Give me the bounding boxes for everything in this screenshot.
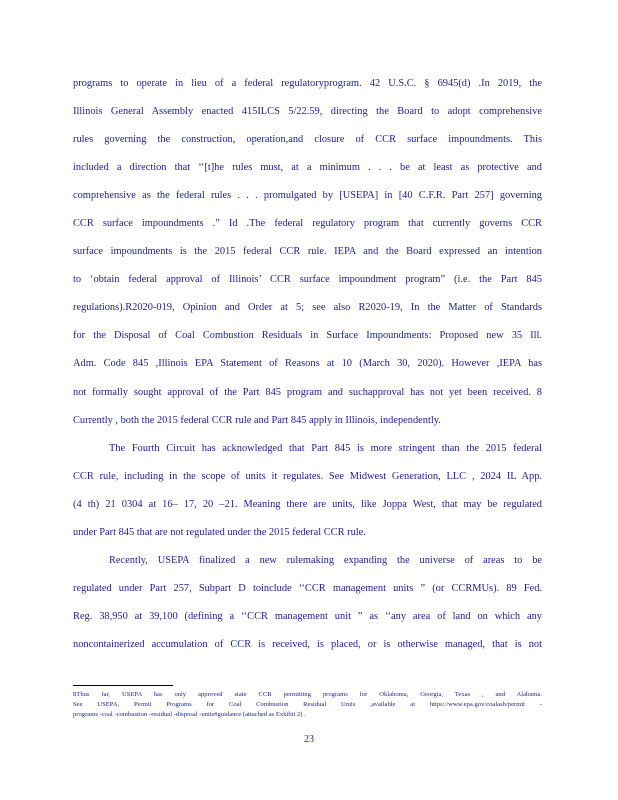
body-line: Reg. 38,950 at 39,100 (defining a ‘‘CCR management unit ” as ‘‘any area of land on which any: [73, 610, 542, 622]
body-line: programs to operate in lieu of a federal regulatoryprogram. 42 U.S.C. § 6945(d) .In 2019, the: [73, 78, 542, 89]
body-line: regulated under Part 257, Subpart D toinclude ‘‘CCR management units ” (or CCRMUs). 89 Fed.: [73, 582, 542, 594]
body-line: Recently, USEPA finalized a new rulemaking expanding the universe of areas to be: [109, 554, 542, 566]
page-number: 23: [304, 734, 314, 745]
body-line: for the Disposal of Coal Combustion Residuals in Surface Impoundments: Proposed new 35 Ill.: [73, 330, 542, 342]
body-line: regulations).R2020-019, Opinion and Order at 5; see also R2020-19, In the Matter of Standards: [73, 302, 542, 314]
footnote-line: programs -coal -combustion -residual -disposal -units#guidance (attached as Exhibit 2) .: [73, 711, 306, 718]
footnote-line: 8Thus far, USEPA has only approved state CCR permitting programs for Oklahoma, Georgia, Texas , and Alabama.: [73, 691, 542, 698]
footnote-line: See USEPA, Permit Programs for Coal Combustion Residual Units ,available at https://www.epa.gov/coalash/permit -: [73, 701, 542, 708]
body-line: comprehensive as the federal rules . . . promulgated by [USEPA] in [40 C.F.R. Part 257] governing: [73, 190, 542, 202]
body-line: CCR surface impoundments .” Id .The federal regulatory program that currently governs CCR: [73, 218, 542, 230]
body-line: The Fourth Circuit has acknowledged that Part 845 is more stringent than the 2015 federal: [109, 442, 542, 454]
body-line: to ‘obtain federal approval of Illinois’ CCR surface impoundment program” (i.e. the Part 845: [73, 274, 542, 286]
body-line: Currently , both the 2015 federal CCR rule and Part 845 apply in Illinois, independently.: [73, 414, 441, 426]
footnote: [73, 690, 542, 720]
body-line: CCR rule, including in the scope of units it regulates. See Midwest Generation, LLC , 2024 IL App.: [73, 470, 542, 482]
body-line: noncontainerized accumulation of CCR is received, is placed, or is otherwise managed, that is not: [73, 638, 542, 650]
body-line: Adm. Code 845 ,Illinois EPA Statement of Reasons at 10 (March 30, 2020). However ,IEPA has: [73, 358, 542, 370]
body-line: surface impoundments is the 2015 federal CCR rule. IEPA and the Board expressed an intention: [73, 246, 542, 258]
body-text: [73, 70, 542, 659]
body-line: rules governing the construction, operation,and closure of CCR surface impoundments. This: [73, 134, 542, 146]
body-line: Illinois General Assembly enacted 415ILCS 5/22.59, directing the Board to adopt comprehensive: [73, 106, 542, 118]
body-line: (4 th) 21 0304 at 16– 17, 20 –21. Meaning there are units, like Joppa West, that may be regulated: [73, 498, 542, 510]
body-line: included a direction that ‘‘[t]he rules must, at a minimum . . . be at least as protective and: [73, 162, 542, 174]
footnote-divider: [73, 685, 173, 686]
body-line: not formally sought approval of the Part 845 program and suchapproval has not yet been received. 8: [73, 386, 542, 398]
body-line: under Part 845 that are not regulated under the 2015 federal CCR rule.: [73, 526, 366, 538]
